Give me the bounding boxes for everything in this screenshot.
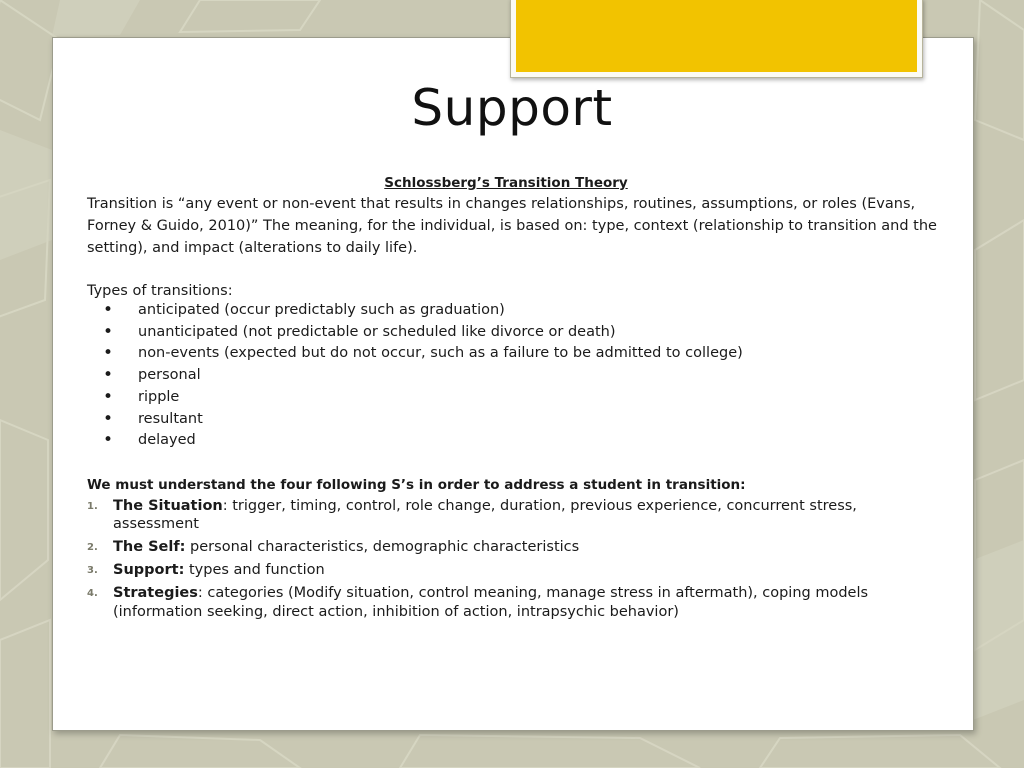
- s-description: types and function: [184, 562, 325, 579]
- bullet-icon: •: [103, 343, 114, 364]
- list-item: [87, 561, 937, 580]
- slide-title: Support: [411, 79, 613, 137]
- list-item: • anticipated (occur predictably such as graduation): [103, 300, 505, 320]
- theory-subtitle: Schlossberg’s Transition Theory: [384, 175, 628, 191]
- list-item: • personal: [103, 365, 201, 386]
- list-number: 3.: [87, 565, 98, 577]
- types-list: [87, 300, 937, 452]
- four-s-heading: We must understand the four following S’s in order to address a student in transition:: [87, 476, 746, 493]
- s-description: : categories (Modify situation, control meaning, manage stress in aftermath), coping models (information seeking, direct action, inhibition of action, intrapsychic behavior): [113, 585, 869, 620]
- types-label: Types of transitions:: [87, 283, 233, 299]
- accent-block: [516, 0, 917, 72]
- list-item: [87, 538, 937, 557]
- bullet-icon: •: [103, 386, 114, 407]
- bullet-icon: •: [103, 300, 114, 320]
- list-number: 2.: [87, 542, 98, 554]
- s-term: The Self:: [113, 539, 186, 556]
- bullet-icon: •: [103, 408, 114, 429]
- bullet-icon: •: [103, 365, 114, 386]
- s-term: The Situation: [113, 497, 223, 514]
- s-term: Strategies: [113, 585, 198, 602]
- bullet-icon: •: [103, 321, 114, 342]
- list-number: 4.: [87, 588, 98, 600]
- list-number: 1.: [87, 500, 98, 512]
- accent-frame: [510, 0, 923, 78]
- list-item: • non-events (expected but do not occur, such as a failure to be admitted to college): [103, 343, 743, 364]
- s-term: Support:: [113, 562, 185, 579]
- list-item: • resultant: [103, 408, 203, 429]
- list-item: • ripple: [103, 386, 180, 407]
- list-item: • unanticipated (not predictable or scheduled like divorce or death): [103, 321, 616, 342]
- list-item: • delayed: [103, 430, 196, 451]
- list-item: [87, 497, 937, 534]
- bullet-icon: •: [103, 430, 114, 451]
- intro-paragraph: Transition is “any event or non-event that results in changes relationships, routines, assumptions, or roles (Evans, Forney & Guido, 2010)” The meaning, for the individual, is based on: type, context (relationship to transition and the setting), and impact (alterations to daily life).: [87, 196, 937, 256]
- slide-content: [87, 174, 937, 626]
- list-item: [87, 584, 937, 621]
- four-s-list: [87, 497, 937, 622]
- s-description: personal characteristics, demographic characteristics: [185, 539, 580, 556]
- s-description: : trigger, timing, control, role change, duration, previous experience, concurrent stress, assessment: [113, 497, 857, 533]
